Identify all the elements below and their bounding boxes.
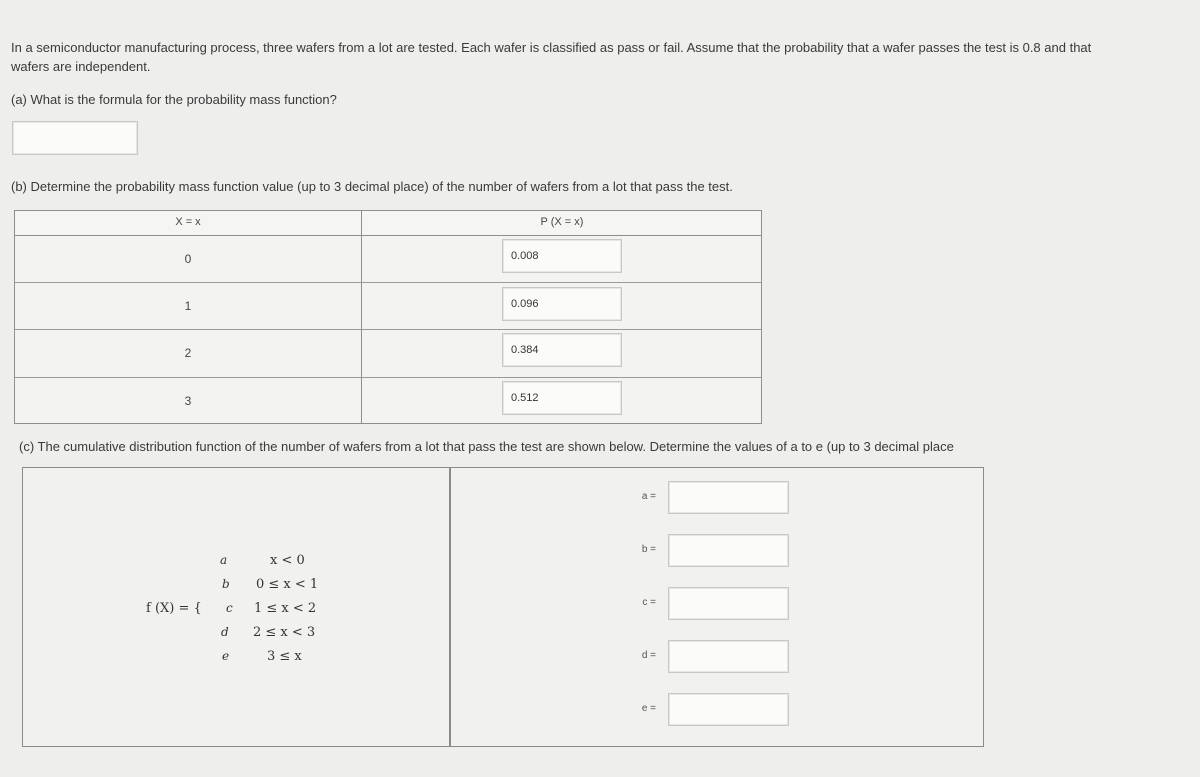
column-header-probability: P (X = x)	[540, 216, 584, 228]
x-value-3: 3	[184, 394, 192, 408]
label-e: e =	[641, 703, 656, 714]
probability-input-0[interactable]: 0.008	[502, 239, 622, 273]
column-divider	[361, 211, 362, 423]
label-b: b =	[641, 544, 656, 555]
case-value-e: e	[222, 649, 230, 663]
case-value-d: d	[221, 625, 229, 639]
case-condition-d: 2 ≤ x < 3	[253, 625, 316, 640]
part-b-question: (b) Determine the probability mass function value (up to 3 decimal place) of the number of wafers from a lot that pass the test.	[11, 179, 733, 194]
cdf-input-a[interactable]	[668, 481, 789, 514]
cdf-input-e[interactable]	[668, 693, 789, 726]
pmf-formula-input[interactable]	[12, 121, 138, 155]
part-c-question: (c) The cumulative distribution function of the number of wafers from a lot that pass the test are shown below. Determine the values of a to e (up to 3 decimal place	[19, 439, 954, 454]
cdf-input-d[interactable]	[668, 640, 789, 673]
pmf-table	[14, 210, 762, 424]
probability-input-2[interactable]: 0.384	[502, 333, 622, 367]
problem-statement-line-1: In a semiconductor manufacturing process, three wafers from a lot are tested. Each wafer is classified as pass or fail. Assume that the probability that a wafer passes the test is 0.8 and that	[11, 40, 1092, 55]
case-condition-a: x < 0	[270, 553, 305, 568]
case-condition-b: 0 ≤ x < 1	[256, 577, 319, 592]
case-value-a: a	[220, 553, 228, 567]
case-value-c: c	[226, 601, 233, 615]
label-d: d =	[641, 650, 656, 661]
probability-input-1[interactable]: 0.096	[502, 287, 622, 321]
case-condition-c: 1 ≤ x < 2	[254, 601, 317, 616]
x-value-2: 2	[184, 346, 192, 360]
cdf-panel-divider	[449, 467, 451, 747]
x-value-1: 1	[184, 299, 192, 313]
label-a: a =	[641, 491, 656, 502]
row-divider	[15, 282, 761, 283]
case-value-b: b	[222, 577, 230, 591]
cdf-input-c[interactable]	[668, 587, 789, 620]
label-c: c =	[642, 597, 656, 608]
cdf-function-label: f (X) = {	[146, 601, 202, 616]
x-value-0: 0	[184, 252, 192, 266]
column-header-x: X = x	[175, 216, 201, 228]
case-condition-e: 3 ≤ x	[267, 649, 302, 664]
part-a-question: (a) What is the formula for the probability mass function?	[11, 92, 337, 107]
row-divider	[15, 329, 761, 330]
problem-statement-line-2: wafers are independent.	[11, 59, 151, 74]
row-divider	[15, 377, 761, 378]
probability-input-3[interactable]: 0.512	[502, 381, 622, 415]
cdf-input-b[interactable]	[668, 534, 789, 567]
